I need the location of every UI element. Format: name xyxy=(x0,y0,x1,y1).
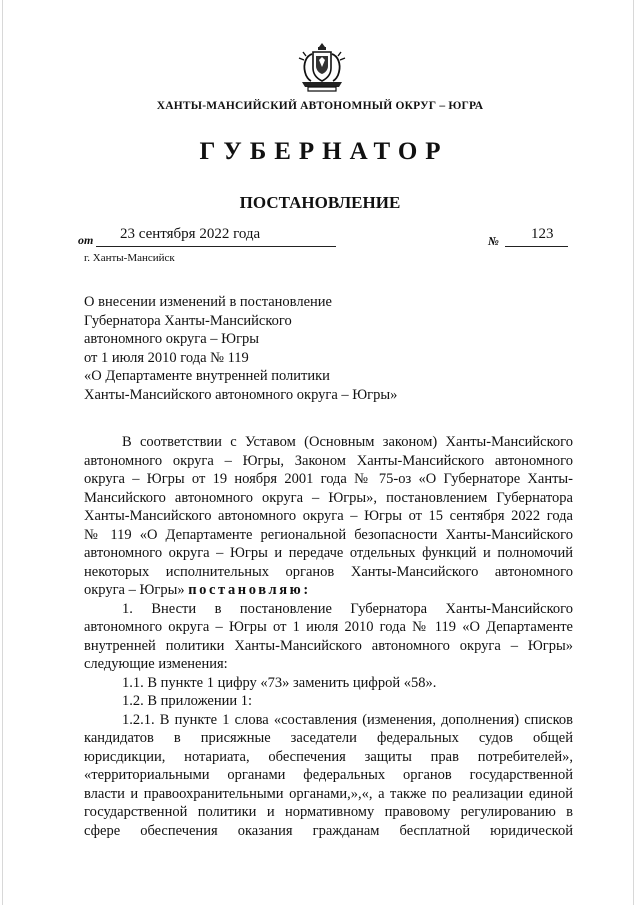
document-body xyxy=(84,433,573,840)
body-line: Мансийского автономного округа – Югры», постановлением Губернатора xyxy=(84,489,573,506)
body-line: № 119 «О Департаменте региональной безопасности Ханты-Мансийского xyxy=(84,526,573,543)
body-line: внутренней политики Ханты-Мансийского автономного округа – Югры» xyxy=(84,637,573,654)
body-line: сфере обеспечения оказания гражданам бесплатной юридической xyxy=(84,822,573,839)
body-line: автономного округа – Югры и передаче отдельных функций и полномочий xyxy=(84,545,573,561)
number-prefix: № xyxy=(488,234,499,248)
body-line xyxy=(84,581,573,600)
body-line: кандидатов в присяжные заседатели федеральных судов общей xyxy=(84,730,573,746)
body-line: автономного округа – Югры, Законом Ханты-Мансийского автономного xyxy=(84,452,573,469)
number-underline xyxy=(505,246,568,247)
date-underline xyxy=(96,246,336,247)
document-subject xyxy=(84,293,397,404)
date-prefix: от xyxy=(78,233,94,247)
document-number: 123 xyxy=(531,226,554,242)
body-line: власти и правоохранительными органами,»,«, а также по реализации единой xyxy=(84,785,573,802)
decree-keyword: постановляю: xyxy=(188,582,311,598)
body-line: автономного округа – Югры от 1 июля 2010 года № 119 «О Департаменте xyxy=(84,619,573,635)
document-date: 23 сентября 2022 года xyxy=(120,226,261,242)
coat-of-arms-emblem xyxy=(294,40,350,96)
body-line: некоторых исполнительных органов Ханты-Мансийского автономного xyxy=(84,563,573,580)
subject-line: автономного округа – Югры xyxy=(84,331,260,347)
body-line: юрисдикции, нотариата, обеспечения защиты прав потребителей», xyxy=(84,748,573,765)
issuing-city: г. Ханты-Мансийск xyxy=(84,252,175,264)
body-line: 1.2. В приложении 1: xyxy=(122,693,253,709)
body-line: В соответствии с Уставом (Основным законом) Ханты-Мансийского xyxy=(122,434,573,450)
subject-line: Ханты-Мансийского автономного округа – Югры» xyxy=(84,386,398,403)
body-line: 1.2.1. В пункте 1 слова «составления (изменения, дополнения) списков xyxy=(122,711,573,728)
scan-edge-right xyxy=(633,0,634,905)
scan-edge-left xyxy=(2,0,3,905)
body-line: 1. Внести в постановление Губернатора Ханты-Мансийского xyxy=(122,600,573,617)
body-line: округа – Югры от 19 ноября 2001 года № 75-оз «О Губернаторе Ханты- xyxy=(84,471,573,487)
subject-line: Губернатора Ханты-Мансийского xyxy=(84,312,292,329)
region-heading: ХАНТЫ-МАНСИЙСКИЙ АВТОНОМНЫЙ ОКРУГ – ЮГРА xyxy=(156,100,484,112)
body-line: 1.1. В пункте 1 цифру «73» заменить цифрой «58». xyxy=(122,674,437,691)
document-type: ПОСТАНОВЛЕНИЕ xyxy=(239,193,401,212)
subject-line: О внесении изменений в постановление xyxy=(84,294,332,310)
body-line: следующие изменения: xyxy=(84,656,228,672)
governor-title: ГУБЕРНАТОР xyxy=(199,138,449,165)
body-line: государственной политики и нормативному правовому регулированию в xyxy=(84,804,573,820)
date-number-row xyxy=(78,226,578,252)
body-line: Ханты-Мансийского автономного округа – Югры от 15 сентября 2022 года xyxy=(84,508,573,524)
body-line-text: округа – Югры» xyxy=(84,582,185,598)
subject-line: от 1 июля 2010 года № 119 xyxy=(84,349,249,366)
body-line: «территориальными органами федеральных органов государственной xyxy=(84,767,573,783)
subject-line: «О Департаменте внутренней политики xyxy=(84,368,330,384)
